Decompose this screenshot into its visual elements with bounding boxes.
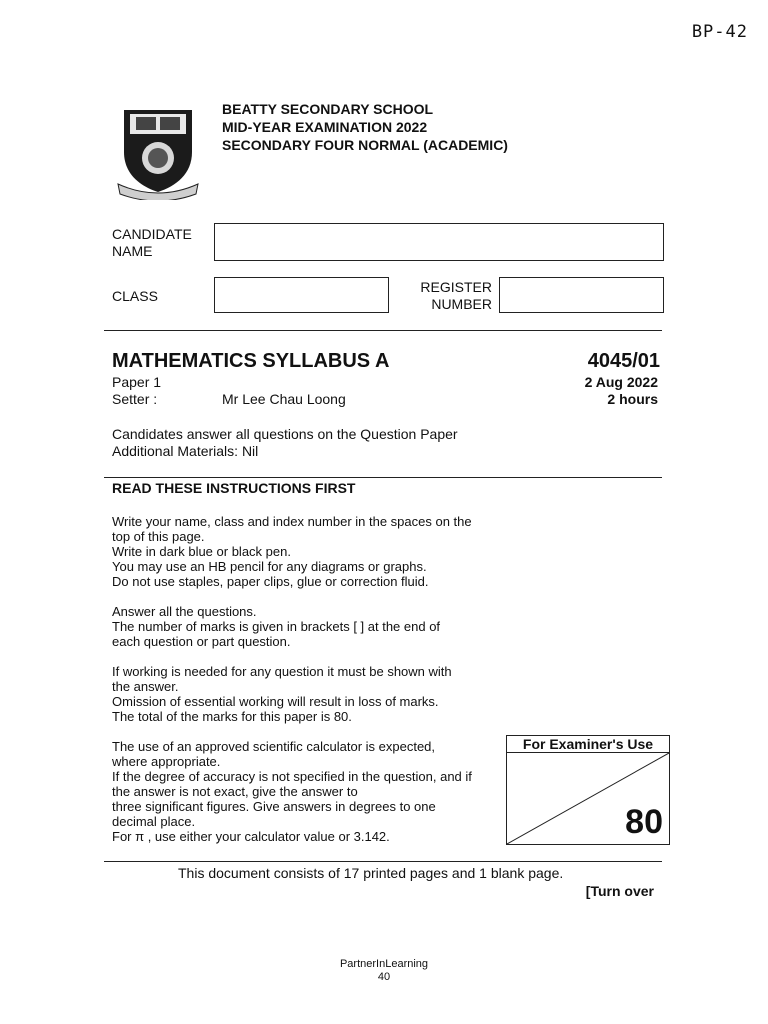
examiner-heading: For Examiner's Use	[507, 736, 669, 753]
exam-name: MID-YEAR EXAMINATION 2022	[222, 119, 428, 135]
paper-code: 4045/01	[587, 350, 660, 372]
instruction-line: top of this page.	[112, 529, 205, 544]
examiner-box	[506, 735, 670, 845]
candidate-label-line-1: CANDIDATE	[112, 226, 192, 242]
instruction-line: Omission of essential working will result in loss of marks.	[112, 694, 439, 709]
instruction-line: the answer.	[112, 679, 179, 694]
instruction-line: where appropriate.	[112, 754, 221, 769]
instruction-line: the answer is not exact, give the answer to	[112, 784, 358, 799]
candidate-label-line-2: NAME	[112, 243, 153, 259]
instruction-line: The number of marks is given in brackets [ ] at the end of	[112, 619, 441, 634]
instructions-paragraph-3	[112, 664, 502, 724]
additional-materials: Additional Materials: Nil	[112, 443, 259, 459]
page-footer	[0, 958, 768, 984]
divider-top	[104, 330, 662, 331]
register-label-line-1: REGISTER	[420, 279, 492, 295]
setter-name: Mr Lee Chau Loong	[222, 391, 346, 407]
register-label-line-2: NUMBER	[431, 296, 492, 312]
exam-level: SECONDARY FOUR NORMAL (ACADEMIC)	[222, 137, 508, 153]
paper-number: Paper 1	[112, 374, 162, 390]
turn-over: [Turn over	[585, 883, 654, 899]
corner-code: BP-42	[691, 22, 748, 42]
candidate-name-field[interactable]	[214, 223, 664, 261]
instruction-line: If working is needed for any question it must be shown with	[112, 664, 452, 679]
instruction-line: Do not use staples, paper clips, glue or correction fluid.	[112, 574, 429, 589]
instruction-line: Write in dark blue or black pen.	[112, 544, 291, 559]
class-field[interactable]	[214, 277, 389, 313]
instructions-paragraph-4	[112, 739, 502, 844]
document-consists: This document consists of 17 printed pages and 1 blank page.	[178, 865, 564, 881]
instructions-paragraph-1	[112, 514, 502, 589]
exam-date: 2 Aug 2022	[584, 374, 658, 390]
page-number: 40	[377, 971, 391, 983]
school-name: BEATTY SECONDARY SCHOOL	[222, 101, 434, 117]
instruction-line: The use of an approved scientific calculator is expected,	[112, 739, 436, 754]
school-crest-icon	[116, 104, 200, 200]
instruction-line: If the degree of accuracy is not specified in the question, and if	[112, 769, 472, 784]
divider-bottom	[104, 861, 662, 862]
instruction-line: decimal place.	[112, 814, 196, 829]
candidate-name-label	[112, 226, 192, 260]
instruction-line: Answer all the questions.	[112, 604, 257, 619]
register-number-label	[410, 279, 492, 313]
instruction-line: The total of the marks for this paper is 80.	[112, 709, 352, 724]
divider-instructions	[104, 477, 662, 478]
exam-duration: 2 hours	[607, 391, 658, 407]
instruction-line: each question or part question.	[112, 634, 291, 649]
instruction-line: three significant figures. Give answers in degrees to one	[112, 799, 436, 814]
instruction-line: For π , use either your calculator value or 3.142.	[112, 829, 390, 844]
instructions-heading: READ THESE INSTRUCTIONS FIRST	[112, 480, 356, 496]
paper-title: MATHEMATICS SYLLABUS A	[112, 350, 390, 372]
instructions-paragraph-2	[112, 604, 502, 649]
instructions-body	[112, 514, 502, 859]
school-header	[222, 100, 508, 154]
footer-brand: PartnerInLearning	[339, 958, 429, 970]
examiner-total: 80	[625, 803, 663, 841]
candidates-note: Candidates answer all questions on the Question Paper	[112, 426, 458, 442]
setter-label: Setter :	[112, 391, 158, 407]
instruction-line: Write your name, class and index number in the spaces on the	[112, 514, 472, 529]
instruction-line: You may use an HB pencil for any diagrams or graphs.	[112, 559, 427, 574]
class-label: CLASS	[112, 288, 158, 304]
register-number-field[interactable]	[499, 277, 664, 313]
